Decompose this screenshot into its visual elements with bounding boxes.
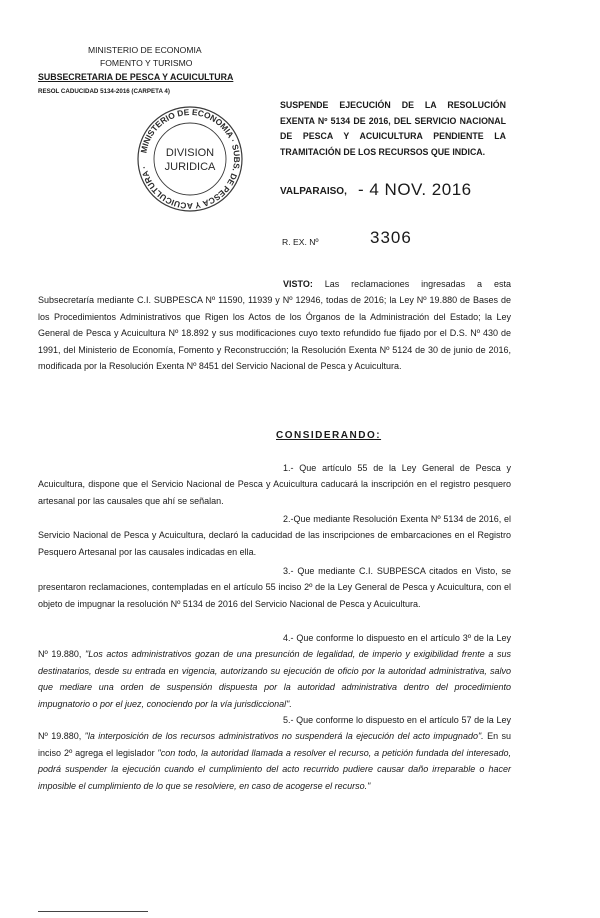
considerando-item-4: [38, 630, 511, 712]
file-reference: RESOL CADUCIDAD 5134-2016 (CARPETA 4): [38, 88, 170, 95]
resolution-subject: SUSPENDE EJECUCIÓN DE LA RESOLUCIÓN EXENTA Nº 5134 DE 2016, DEL SERVICIO NACIONAL DE PESCA Y ACUICULTURA PENDIENTE LA TRAMITACIÓN DE LOS RECURSOS QUE INDICA.: [280, 100, 506, 157]
visto-label: VISTO:: [283, 279, 313, 289]
item-4-lead: 4.- Que conforme lo dispuesto en el artículo 3º de la Ley Nº 19.880,: [38, 633, 511, 660]
subsecretaria-name: SUBSECRETARIA DE PESCA Y ACUICULTURA: [38, 72, 234, 82]
considerando-item-1: 1.- Que artículo 55 de la Ley General de Pesca y Acuicultura, dispone que el Servicio Nacional de Pesca y Acuicultura caducará la inscripción en el registro pesquero artesanal por las causales que ahí se señalan.: [38, 463, 511, 506]
considerando-heading: CONSIDERANDO:: [276, 430, 382, 441]
item-5-quote2: "con todo, la autoridad llamada a resolver el recurso, a petición fundada del interesado, podrá suspender la ejecución cuando el cumplimiento del acto recurrido pudiere causar daño irreparable o hacer imposible el cumplimiento de lo que se resolviere, en caso de acogerse el recurso.": [38, 747, 511, 791]
item-5-mid: En su inciso 2º agrega el legislador: [38, 731, 511, 758]
issue-place: VALPARAISO,: [280, 186, 347, 197]
ministry-subtitle: FOMENTO Y TURISMO: [100, 58, 193, 68]
division-juridica-stamp: [135, 104, 245, 214]
considerando-item-5: [38, 712, 511, 794]
visto-paragraph: [38, 276, 511, 374]
item-5-quote: "la interposición de los recursos administrativos no suspenderá la ejecución del acto impugnado".: [84, 731, 484, 742]
resolution-number: 3306: [370, 228, 412, 247]
considerando-item-3: 3.- Que mediante C.I. SUBPESCA citados en Visto, se presentaron reclamaciones, contempladas en el artículo 55 inciso 2º de la Ley General de Pesca y Acuicultura, con el objeto de impugnar la resolución Nº 5134 de 2016 del Servicio Nacional de Pesca y Acuicultura.: [38, 566, 511, 609]
item-4-quote: "Los actos administrativos gozan de una presunción de legalidad, de imperio y exigibilidad frente a sus destinatarios, desde su entrada en vigencia, autorizando su ejecución de oficio por la autoridad administrativa, salvo que mediare una orden de suspensión dispuesta por la autoridad administrativa dentro del procedimiento impugnatorio o por el juez, conociendo por la vía jurisdiccional".: [38, 649, 511, 709]
footnote-rule: [38, 911, 148, 912]
stamp-ring-text: MINISTERIO DE ECONOMIA · SUBS. DE PESCA Y ACUICULTURA ·: [138, 106, 243, 212]
resolution-label: R. EX. Nº: [282, 237, 319, 247]
stamp-center-line1: DIVISION: [165, 147, 215, 159]
ministry-name: MINISTERIO DE ECONOMIA: [88, 45, 202, 55]
stamp-center-line2: JURIDICA: [164, 161, 216, 173]
visto-text: Las reclamaciones ingresadas a esta Subsecretaría mediante C.I. SUBPESCA Nº 11590, 11939 y Nº 12946, todas de 2016; la Ley Nº 19.880 de Bases de los Procedimientos Administrativos que Rigen los Actos de los Órganos de la Administración del Estado; la Ley General de Pesca y Acuicultura Nº 18.892 y sus modificaciones cuyo texto refundido fue fijado por el D.S. Nº 430 de 1991, del Ministerio de Economía, Fomento y Reconstrucción; la Resolución Exenta Nº 5124 de 30 de junio de 2016, modificada por la Resolución Exenta Nº 8451 del Servicio Nacional de Pesca y Acuicultura.: [38, 279, 511, 372]
considerando-item-2: 2.-Que mediante Resolución Exenta Nº 5134 de 2016, el Servicio Nacional de Pesca y Acuicultura, declaró la caducidad de las inscripciones de embarcaciones en el Registro Pesquero Artesanal por las causales indicadas en ella.: [38, 514, 511, 557]
item-5-lead: 5.- Que conforme lo dispuesto en el artículo 57 de la Ley Nº 19.880,: [38, 715, 511, 742]
issue-date: - 4 NOV. 2016: [358, 180, 472, 199]
